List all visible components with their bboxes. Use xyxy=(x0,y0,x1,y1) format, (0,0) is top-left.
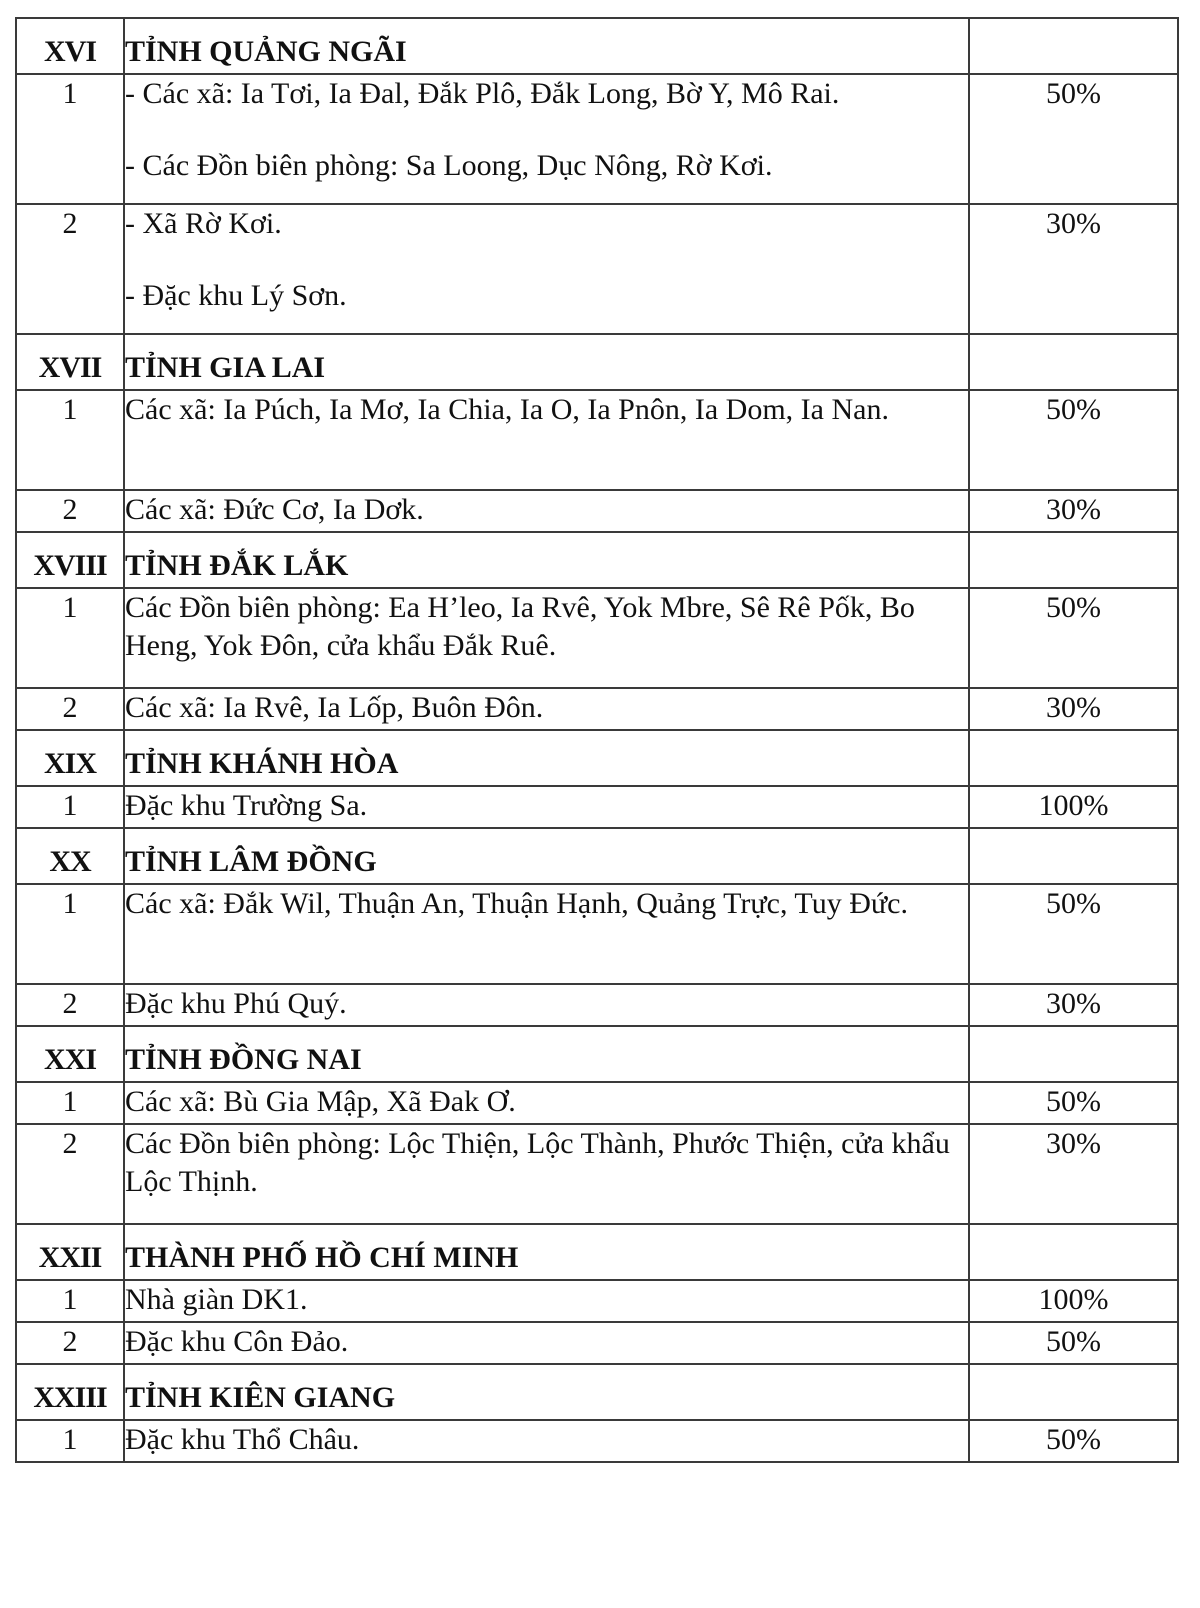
row-number: 1 xyxy=(16,1280,124,1322)
section-number: XVI xyxy=(16,18,124,74)
section-number: XXI xyxy=(16,1026,124,1082)
row-description: Các xã: Đức Cơ, Ia Dơk. xyxy=(124,490,969,532)
section-percent-cell xyxy=(969,18,1178,74)
section-number: XX xyxy=(16,828,124,884)
row-description: Các xã: Ia Rvê, Ia Lốp, Buôn Đôn. xyxy=(124,688,969,730)
row-description-line: - Các Đồn biên phòng: Sa Loong, Dục Nông, Rờ Kơi. xyxy=(125,149,773,182)
row-description-line: - Xã Rờ Kơi. xyxy=(125,207,282,240)
table-row xyxy=(16,490,1178,532)
section-title: TỈNH QUẢNG NGÃI xyxy=(124,18,969,74)
table-row xyxy=(16,1322,1178,1364)
table-row xyxy=(16,74,1178,204)
section-percent-cell xyxy=(969,730,1178,786)
table-row xyxy=(16,390,1178,490)
section-number: XXIII xyxy=(16,1364,124,1420)
row-percent: 100% xyxy=(969,1280,1178,1322)
row-percent: 30% xyxy=(969,204,1178,334)
row-percent: 50% xyxy=(969,1082,1178,1124)
row-description: Đặc khu Thổ Châu. xyxy=(124,1420,969,1462)
row-percent: 50% xyxy=(969,588,1178,688)
row-description: Đặc khu Trường Sa. xyxy=(124,786,969,828)
row-percent: 50% xyxy=(969,1322,1178,1364)
section-number: XXII xyxy=(16,1224,124,1280)
section-percent-cell xyxy=(969,1364,1178,1420)
section-header-row xyxy=(16,334,1178,390)
row-description: Đặc khu Côn Đảo. xyxy=(124,1322,969,1364)
table-row xyxy=(16,204,1178,334)
row-percent: 50% xyxy=(969,884,1178,984)
section-title: TỈNH KIÊN GIANG xyxy=(124,1364,969,1420)
row-percent: 30% xyxy=(969,490,1178,532)
table-row xyxy=(16,884,1178,984)
row-percent: 50% xyxy=(969,1420,1178,1462)
section-header-row xyxy=(16,1364,1178,1420)
table-row xyxy=(16,1124,1178,1224)
section-header-row xyxy=(16,18,1178,74)
row-percent: 50% xyxy=(969,390,1178,490)
section-title: THÀNH PHỐ HỒ CHÍ MINH xyxy=(124,1224,969,1280)
section-title: TỈNH LÂM ĐỒNG xyxy=(124,828,969,884)
section-title: TỈNH GIA LAI xyxy=(124,334,969,390)
section-percent-cell xyxy=(969,1026,1178,1082)
row-description: Nhà giàn DK1. xyxy=(124,1280,969,1322)
table-row xyxy=(16,688,1178,730)
row-description: Đặc khu Phú Quý. xyxy=(124,984,969,1026)
row-percent: 30% xyxy=(969,984,1178,1026)
row-number: 2 xyxy=(16,688,124,730)
row-number: 1 xyxy=(16,786,124,828)
section-title: TỈNH ĐẮK LẮK xyxy=(124,532,969,588)
row-number: 1 xyxy=(16,588,124,688)
section-percent-cell xyxy=(969,334,1178,390)
section-title: TỈNH ĐỒNG NAI xyxy=(124,1026,969,1082)
row-percent: 30% xyxy=(969,688,1178,730)
table-row xyxy=(16,1420,1178,1462)
row-number: 2 xyxy=(16,1124,124,1224)
row-description xyxy=(124,204,969,334)
row-description xyxy=(124,74,969,204)
row-percent: 100% xyxy=(969,786,1178,828)
row-number: 1 xyxy=(16,1082,124,1124)
row-number: 1 xyxy=(16,74,124,204)
table-row xyxy=(16,1082,1178,1124)
row-description: Các Đồn biên phòng: Lộc Thiện, Lộc Thành, Phước Thiện, cửa khẩu Lộc Thịnh. xyxy=(124,1124,969,1224)
row-description: Các Đồn biên phòng: Ea H’leo, Ia Rvê, Yok Mbre, Sê Rê Pốk, Bo Heng, Yok Đôn, cửa khẩu Đắk Ruê. xyxy=(124,588,969,688)
section-header-row xyxy=(16,532,1178,588)
section-header-row xyxy=(16,828,1178,884)
section-title: TỈNH KHÁNH HÒA xyxy=(124,730,969,786)
row-description: Các xã: Ia Púch, Ia Mơ, Ia Chia, Ia O, Ia Pnôn, Ia Dom, Ia Nan. xyxy=(124,390,969,490)
row-number: 2 xyxy=(16,204,124,334)
section-number: XVIII xyxy=(16,532,124,588)
row-percent: 50% xyxy=(969,74,1178,204)
section-percent-cell xyxy=(969,1224,1178,1280)
row-description: Các xã: Bù Gia Mập, Xã Đak Ơ. xyxy=(124,1082,969,1124)
section-header-row xyxy=(16,1224,1178,1280)
section-number: XIX xyxy=(16,730,124,786)
table-row xyxy=(16,1280,1178,1322)
table-row xyxy=(16,588,1178,688)
table-row xyxy=(16,984,1178,1026)
row-description-line: - Đặc khu Lý Sơn. xyxy=(125,279,347,312)
row-number: 1 xyxy=(16,390,124,490)
row-number: 2 xyxy=(16,984,124,1026)
section-percent-cell xyxy=(969,828,1178,884)
section-header-row xyxy=(16,730,1178,786)
row-percent: 30% xyxy=(969,1124,1178,1224)
table-row xyxy=(16,786,1178,828)
row-number: 2 xyxy=(16,1322,124,1364)
section-percent-cell xyxy=(969,532,1178,588)
row-description-line: - Các xã: Ia Tơi, Ia Đal, Đắk Plô, Đắk Long, Bờ Y, Mô Rai. xyxy=(125,77,840,110)
section-number: XVII xyxy=(16,334,124,390)
section-header-row xyxy=(16,1026,1178,1082)
row-description: Các xã: Đắk Wil, Thuận An, Thuận Hạnh, Quảng Trực, Tuy Đức. xyxy=(124,884,969,984)
row-number: 2 xyxy=(16,490,124,532)
row-number: 1 xyxy=(16,884,124,984)
row-number: 1 xyxy=(16,1420,124,1462)
allowance-table xyxy=(15,17,1179,1463)
